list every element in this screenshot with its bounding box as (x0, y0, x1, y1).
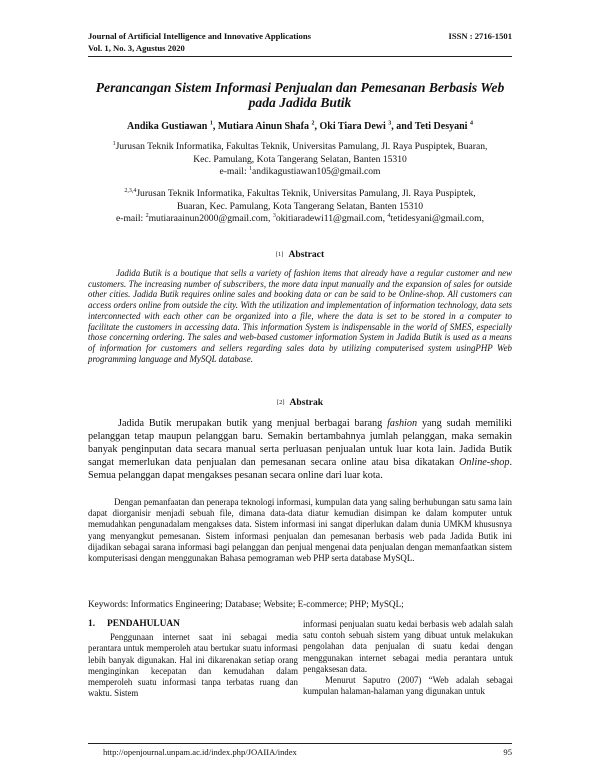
affiliation-mark: 2,3,4 (124, 187, 137, 194)
author-email-link[interactable]: tetidesyani@gmail.com, (390, 213, 484, 224)
email-label: e-mail: (219, 166, 250, 177)
affiliation-line: Jurusan Teknik Informatika, Fakultas Teknik, Universitas Pamulang, Jl. Raya Puspiptek, (136, 188, 476, 199)
author-mark: 2 (311, 120, 315, 127)
affiliation-2 (96, 188, 504, 226)
heading-number: [1] (275, 251, 284, 258)
author-list: Andika Gustiawan $^1$, Mutiara Ainun Shafa $^2$, Oki Tiara Dewi $^3$, and Teti Desyani $^4$ (127, 120, 473, 132)
email-mark: 4 (387, 212, 391, 219)
body-paragraph: Menurut Saputro (2007) “Web adalah sebagai kumpulan halaman-halaman yang digunakan untuk (303, 675, 513, 697)
affiliation-line: Jurusan Teknik Informatika, Fakultas Teknik, Universitas Pamulang, Jl. Raya Puspiptek, Buaran, (115, 141, 488, 152)
running-header (88, 30, 512, 54)
author-email-link[interactable]: andikagustiawan105@gmail.com (252, 166, 381, 177)
heading-text: Abstract (288, 249, 325, 260)
abstrak-paragraph: Dengan pemanfaatan dan penerapa teknologi informasi, kumpulan data yang saling berhubungan satu sama lain dapat diorganisir menjadi sebuah file, dimana data-data diatur kemudian disimpan ke dalam komputer untuk memudahkan pengunadalam mengakses data. Sistem informasi ini sangat diperlukan dalam dunia UMKM khususnya yang menyangkut pemesanan. Sistem informasi penjualan dan pemesanan berbasis web pada Jadida Butik ini dijadikan sebagai sarana informasi bagi pelanggan dan penjual mengenai data penjualan dengan memanfaatkan sistem komputerisasi dengan menggunakan Bahasa pemograman web PHP serta database MySQL. (88, 497, 512, 564)
italic-term: fashion (387, 418, 418, 429)
affiliation-line: Buaran, Kec. Pamulang, Kota Tangerang Selatan, Banten 15310 (176, 200, 424, 212)
abstrak-heading (88, 397, 512, 408)
email-mark: 1 (249, 165, 253, 172)
author-name: Oki Tiara Dewi (319, 121, 386, 132)
abstract-body (88, 268, 512, 364)
italic-term: Online-shop (459, 456, 510, 468)
journal-url-link[interactable]: http://openjournal.unpam.ac.id/index.php/JOAIIA/index (103, 747, 297, 757)
email-mark: 2 (145, 212, 149, 219)
affiliation-line: Kec. Pamulang, Kota Tangerang Selatan, Banten 15310 (193, 153, 407, 165)
left-column (88, 619, 298, 699)
author-mark: 1 (209, 120, 213, 127)
email-label: e-mail: (116, 213, 146, 224)
section-heading: 1. PENDAHULUAN (88, 619, 180, 629)
page-number: 95 (503, 747, 512, 757)
abstrak-paragraph: Jadida Butik merupakan butik yang menjual berbagai barang fashion yang sudah memiliki pelanggan tetap maupun pelanggan baru. Semakin bertambahnya jumlah pelanggan, maka semakin banyak penginputan data secara manual serta perluasan penjualan untuk luar kota lain. Jadida Butik sangat memerlukan data penjualan dan pemesanan secara online atau bisa dikatakan Online-shop. Semua pelanggan dapat mengakses pesanan secara online dari luar kota. (88, 418, 512, 481)
author-name: Mutiara Ainun Shafa (217, 121, 309, 132)
body-paragraph: Penggunaan internet saat ini sebagai media perantara untuk memperoleh atau bertukar suatu informasi lebih banyak digunakan. Hal ini dikarenakan setiap orang menginginkan kecepatan dan kemudahan dalam memperoleh suatu informasi tanpa terbatas ruang dan waktu. Sistem (88, 632, 298, 699)
paper-title: Perancangan Sistem Informasi Penjualan dan Pemesanan Berbasis Web pada Jadida Butik (95, 80, 505, 110)
body-paragraph: informasi penjualan suatu kedai berbasis web adalah salah satu contoh sebuah sistem yang dibuat untuk melakukan pengolahan data penjualan di suatu kedai dengan menggunakan internet sebagai media perantara untuk pengaksesan data. (303, 619, 513, 674)
abstract-paragraph: Jadida Butik is a boutique that sells a variety of fashion items that already have a regular customer and new customers. The increasing number of subscribers, the more data input manually and the expansion of sales for outside other cities. Jadida Butik requires online sales and booking data or can be said to be Online-shop. All customers can access orders online from outside the city. With the utilization and implementation of information technology, data sets interconnected with each other can be organized into a file, where the data is set to be stored in a computer to facilitate the customers in accessing data. This information System is indispensable in the world of SMES, especially those concerning ordering. The sales and web-based customer information System in Jadida Butik is used as a means of information for customers and sellers regarding sales data by utilizing computerised system usingPHP Web programming language and MySQL database. (88, 268, 512, 364)
author-email-link[interactable]: okitiaradewi11@gmail.com, (275, 213, 385, 224)
journal-name: Journal of Artificial Intelligence and Innovative Applications (88, 31, 311, 41)
header-divider (88, 56, 512, 57)
email-mark: 3 (272, 212, 276, 219)
abstract-heading (88, 249, 512, 260)
author-name: Teti Desyani (414, 121, 468, 132)
heading-text: Abstrak (289, 397, 324, 408)
affiliation-mark: 1 (112, 140, 116, 147)
author-email-link[interactable]: mutiaraainun2000@gmail.com, (148, 213, 271, 224)
affiliation-1 (100, 141, 500, 179)
footer-divider (88, 743, 512, 744)
right-column (303, 619, 513, 697)
author-name: Andika Gustiawan (127, 121, 208, 132)
author-mark: 4 (469, 120, 473, 127)
journal-volume: Vol. 1, No. 3, Agustus 2020 (88, 43, 185, 53)
author-mark: 3 (388, 120, 392, 127)
heading-number: [2] (276, 399, 285, 406)
abstrak-body-2 (88, 497, 512, 564)
keywords: Keywords: Informatics Engineering; Database; Website; E-commerce; PHP; MySQL; (88, 599, 404, 609)
abstrak-body-1 (88, 418, 512, 483)
journal-issn: ISSN : 2716-1501 (448, 31, 512, 41)
